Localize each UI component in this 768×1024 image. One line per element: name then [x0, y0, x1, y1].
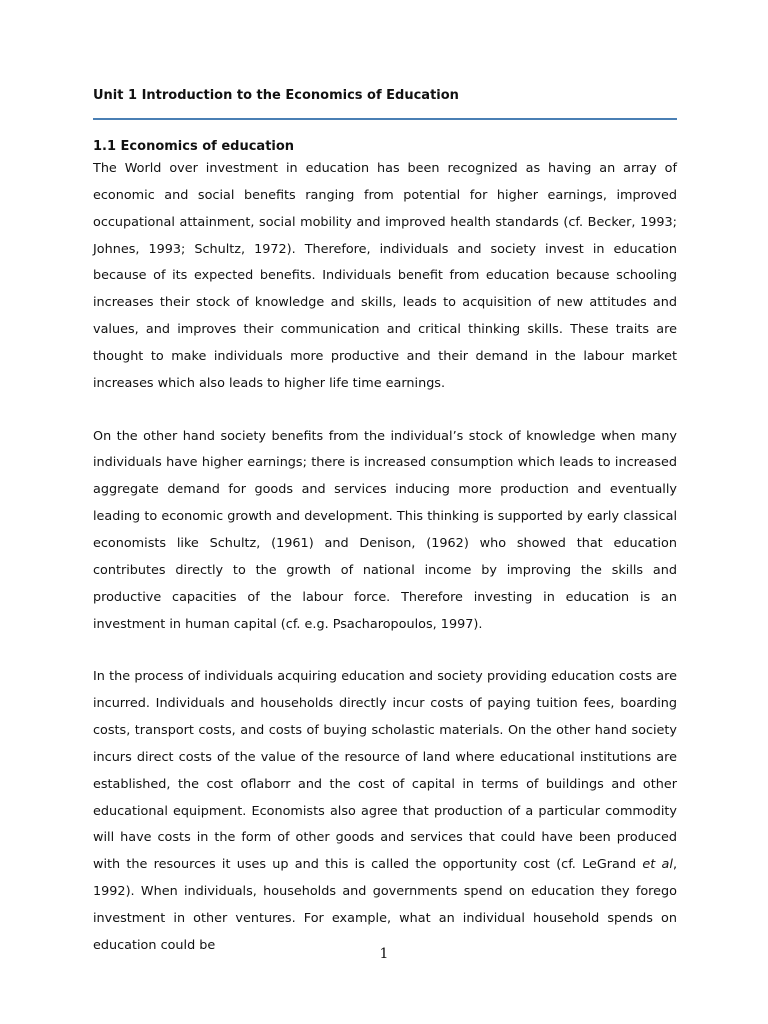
page-number: 1: [379, 946, 389, 962]
paragraph-3-text-b: , 1992). When individuals, households and governments spend on education they forego investment in other ventures. For example, what an individual household spends on education could be: [93, 857, 678, 953]
paragraph-3-italic: et al: [642, 857, 673, 873]
unit-title: Unit 1 Introduction to the Economics of Education: [93, 88, 459, 103]
section-heading: 1.1 Economics of education: [93, 139, 295, 154]
paragraph-3-text-a: In the process of individuals acquiring education and society providing education costs are incurred. Individuals and households directly incur costs of paying tuition fees, boarding costs, transport costs, and costs of buying scholastic materials. On the other hand society incurs direct costs of the value of the resource of land where educational institutions are established, the cost oflaborr and the cost of capital in terms of buildings and other educational equipment. Economists also agree that production of a particular commodity will have costs in the form of other goods and services that could have been produced with the resources it uses up and this is called the opportunity cost (cf. LeGrand: [93, 669, 677, 873]
paragraph-1: The World over investment in education has been recognized as having an array of economic and social benefits ranging from potential for higher earnings, improved occupational attainment, social mobility and improved health standards (cf. Becker, 1993; Johnes, 1993; Schultz, 1972). Therefore, individuals and society invest in education because of its expected benefits. Individuals benefit from education because schooling increases their stock of knowledge and skills, leads to acquisition of new attitudes and values, and improves their communication and critical thinking skills. These traits are thought to make individuals more productive and their demand in the labour market increases which also leads to higher life time earnings.: [93, 161, 677, 391]
paragraph-3: [93, 664, 677, 959]
paragraph-2: On the other hand society benefits from the individual’s stock of knowledge when many individuals have higher earnings; there is increased consumption which leads to increased aggregate demand for goods and services inducing more production and eventually leading to economic growth and development. This thinking is supported by early classical economists like Schultz, (1961) and Denison, (1962) who showed that education contributes directly to the growth of national income by improving the skills and productive capacities of the labour force. Therefore investing in education is an investment in human capital (cf. e.g. Psacharopoulos, 1997).: [93, 428, 677, 632]
title-rule: [93, 118, 677, 120]
body-text: [93, 156, 677, 960]
